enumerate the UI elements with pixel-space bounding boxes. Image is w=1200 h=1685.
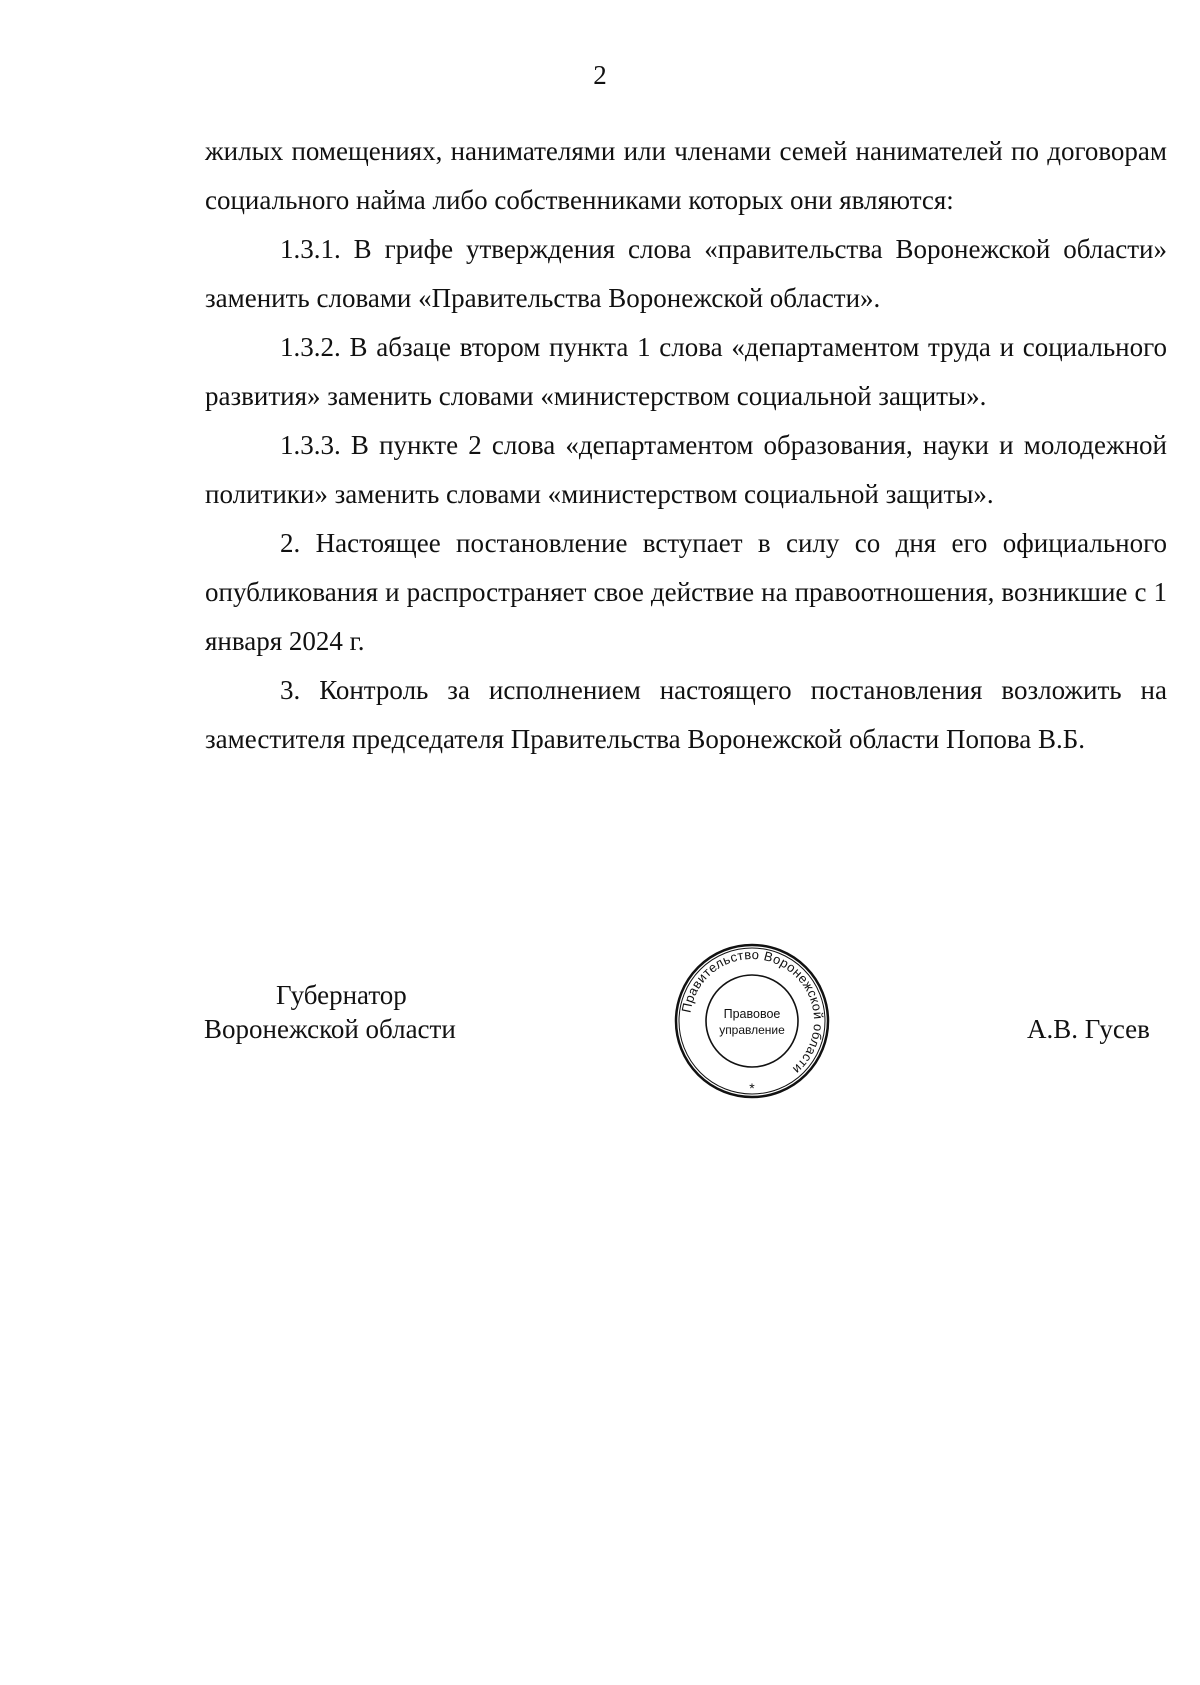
seal-inner-line2: управление bbox=[719, 1023, 785, 1037]
seal-inner-line1: Правовое bbox=[723, 1007, 781, 1021]
document-body bbox=[205, 127, 1167, 764]
paragraph-1-3-1: 1.3.1. В грифе утверждения слова «правительства Воронежской области» заменить словами «Правительства Воронежской области». bbox=[205, 234, 1167, 313]
signatory-position: Губернатор bbox=[276, 980, 407, 1010]
official-seal bbox=[672, 941, 832, 1101]
seal-outer-text: Правительство Воронежской области bbox=[678, 946, 827, 1078]
paragraph-2: 2. Настоящее постановление вступает в силу со дня его официального опубликования и распространяет свое действие на правоотношения, возникшие с 1 января 2024 г. bbox=[205, 528, 1167, 656]
signatory-region: Воронежской области bbox=[204, 1014, 456, 1044]
seal-icon bbox=[672, 941, 832, 1101]
signatory-name: А.В. Гусев bbox=[1027, 1014, 1150, 1044]
paragraph-1-3-3: 1.3.3. В пункте 2 слова «департаментом образования, науки и молодежной политики» заменить словами «министерством социальной защиты». bbox=[205, 430, 1167, 509]
paragraph-3: 3. Контроль за исполнением настоящего постановления возложить на заместителя председателя Правительства Воронежской области Попова В.Б. bbox=[205, 675, 1167, 754]
page-number: 2 bbox=[593, 60, 607, 90]
signatory-title bbox=[204, 978, 456, 1046]
seal-star-mark: * bbox=[749, 1080, 755, 1096]
paragraph-1-3-2: 1.3.2. В абзаце втором пункта 1 слова «департаментом труда и социального развития» заменить словами «министерством социальной защиты». bbox=[205, 332, 1167, 411]
paragraph-continuation: жилых помещениях, нанимателями или членами семей нанимателей по договорам социального найма либо собственниками которых они являются: bbox=[205, 136, 1167, 215]
